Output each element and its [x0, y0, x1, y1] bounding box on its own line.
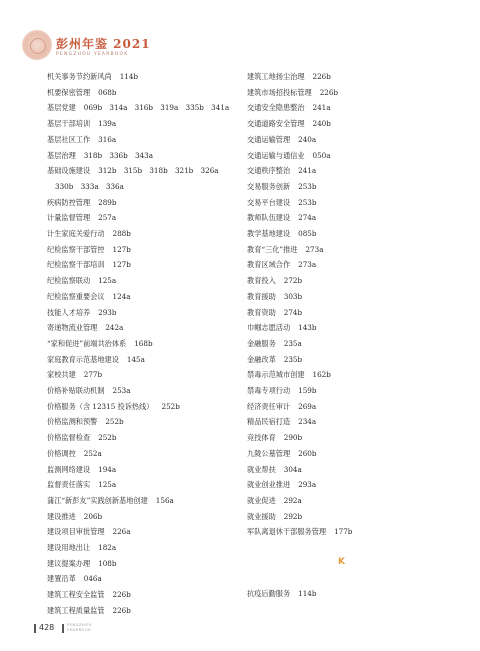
index-term: 教育区域合作: [247, 260, 291, 270]
index-pages: 124a: [112, 291, 131, 301]
index-entry: [47, 213, 116, 222]
index-term: 教学基地建设: [247, 229, 291, 238]
index-term: 交易平台建设: [247, 197, 291, 207]
index-pages: 125a: [98, 480, 117, 490]
index-term: 教育资助: [247, 307, 276, 317]
index-entry: [247, 433, 302, 442]
index-term: 交通安全隐患整治: [247, 103, 305, 113]
index-pages: 235b: [283, 354, 303, 364]
index-pages: 139a: [98, 119, 117, 129]
index-entry: [247, 323, 316, 332]
index-pages: 274a: [298, 213, 317, 223]
index-pages: 293a: [298, 480, 317, 490]
page-number: 428: [39, 623, 55, 632]
index-term: 基础设施建设: [47, 166, 91, 176]
index-term: 建筑市场招投标管理: [247, 87, 312, 97]
index-term: 就业帮扶: [247, 464, 276, 474]
index-term: 禁毒专项行动: [247, 386, 291, 395]
index-term: 蒲江“新彭友”实践创新基地创建: [47, 495, 148, 505]
index-entry: [47, 559, 116, 568]
index-entry: [47, 574, 102, 583]
index-entry: [47, 229, 131, 238]
index-term: 禁毒示范城市创建: [247, 370, 305, 380]
index-term: 就业援助: [247, 511, 276, 521]
index-pages: 143b: [298, 323, 317, 333]
index-entry: [47, 543, 116, 552]
index-pages: 226b: [112, 590, 131, 600]
index-entry: [247, 449, 316, 458]
index-term: 寄递物流业管理: [47, 323, 98, 333]
index-entry: [47, 527, 131, 536]
index-pages: 240b: [312, 119, 331, 129]
index-term: 价格补贴联动机制: [47, 386, 105, 395]
index-term: 建筑工程质量监管: [47, 605, 105, 615]
index-term: 金融改革: [247, 354, 276, 364]
index-entry: [247, 72, 331, 81]
footer-name: PENGZHOU: [67, 623, 92, 627]
index-pages: 114b: [119, 72, 139, 81]
index-entry: [47, 370, 102, 379]
index-pages: 316a: [98, 134, 117, 144]
index-pages: 050a: [312, 150, 331, 160]
index-pages: 206b: [83, 511, 103, 521]
index-entry: [247, 260, 316, 269]
page-footer: [34, 623, 234, 635]
index-pages: 330b 333a 336a: [55, 181, 124, 191]
index-entry: [247, 103, 331, 112]
index-entry: [47, 355, 145, 364]
index-entry: [247, 480, 316, 489]
index-entry: [47, 590, 131, 599]
index-pages: 293b: [98, 307, 117, 317]
index-term: 技能人才培养: [47, 307, 91, 317]
index-pages: 252b: [98, 433, 117, 443]
index-entry: [47, 292, 131, 301]
index-term: 建设项目审批管理: [47, 527, 105, 537]
index-term: 监测网络建设: [47, 464, 91, 474]
index-pages: 252a: [83, 448, 102, 458]
index-entry: [247, 135, 316, 144]
index-term: 建筑工地扬尘治理: [247, 72, 305, 81]
index-pages: 182a: [98, 543, 117, 552]
index-term: 监督责任落实: [47, 480, 91, 490]
index-pages: 226b: [312, 72, 331, 81]
index-term: 价格服务（含 12315 投诉热线）: [47, 401, 154, 411]
index-pages: 252b: [161, 401, 180, 411]
index-entry: [247, 355, 302, 364]
index-entry: [47, 103, 229, 112]
index-term: 教师队伍建设: [247, 213, 291, 223]
index-pages: 253b: [298, 197, 317, 207]
index-pages: 194a: [98, 464, 117, 474]
index-pages: 272b: [283, 276, 303, 286]
index-entry: [47, 433, 116, 442]
index-pages: 159b: [298, 386, 317, 395]
index-entry: [47, 323, 123, 332]
index-entry: [47, 606, 131, 615]
index-entry: [247, 182, 316, 191]
index-pages: 318b 336b 343a: [83, 150, 153, 160]
index-term: 基层社区工作: [47, 134, 91, 144]
index-pages: 162b: [312, 370, 331, 380]
index-entry: [47, 496, 174, 505]
index-term: 竞技体育: [247, 433, 276, 443]
index-entry: [47, 260, 131, 269]
index-entry: [47, 480, 116, 489]
index-pages: 046a: [83, 574, 102, 584]
yearbook-subtitle: PENGZHOU YEARBOOK: [56, 52, 129, 57]
index-term: 基层党建: [47, 103, 76, 113]
index-entry: [247, 198, 316, 207]
index-term: 交通运输与通信业: [247, 150, 305, 160]
index-pages: 127b: [112, 260, 131, 270]
index-pages: 226b: [112, 605, 131, 615]
index-pages: 234a: [298, 417, 317, 427]
index-term: 精品民宿打造: [247, 417, 291, 427]
index-pages: 242a: [105, 323, 124, 333]
index-pages: 253b: [298, 181, 317, 191]
index-term: 建设用地出让: [47, 543, 91, 552]
index-entry: [247, 589, 316, 598]
index-term: 家庭教育示范基地建设: [47, 354, 119, 364]
index-term: “家和促进”前端共治体系: [47, 338, 127, 348]
yearbook-logo: [22, 30, 52, 60]
index-entry: [47, 198, 116, 207]
index-pages: 290b: [283, 433, 303, 443]
index-pages: 114b: [298, 589, 317, 598]
index-entry: [47, 119, 116, 128]
index-term: 交通运输管理: [247, 134, 291, 144]
index-pages: 177b: [334, 527, 353, 537]
index-entry: [247, 151, 331, 160]
index-entry: [247, 245, 324, 254]
page-header: [22, 30, 222, 66]
index-pages: 156a: [155, 495, 174, 505]
footer-divider: [62, 624, 64, 633]
index-term: 价格监测和预警: [47, 417, 98, 427]
index-entry: [247, 402, 316, 411]
index-entry: [247, 386, 316, 395]
index-pages: 273a: [298, 260, 317, 270]
index-term: 交通秩序整治: [247, 166, 291, 176]
index-entry: [47, 182, 124, 191]
index-pages: 257a: [98, 213, 117, 223]
index-pages: 312b 315b 318b 321b 326a: [98, 166, 219, 176]
index-pages: 304a: [283, 464, 302, 474]
index-entry: [47, 72, 138, 81]
index-pages: 108b: [98, 558, 117, 568]
index-term: 军队离退休干部服务管理: [247, 527, 327, 537]
index-pages: 226a: [112, 527, 131, 537]
index-pages: 241a: [298, 166, 317, 176]
index-term: 计量监督管理: [47, 213, 91, 223]
index-pages: 069b 314a 316b 319a 335b 341a: [83, 103, 230, 113]
index-term: 纪检监察重要会议: [47, 291, 105, 301]
index-term: 建设推进: [47, 511, 76, 521]
index-pages: 125a: [98, 276, 117, 286]
index-term: 家校共建: [47, 370, 76, 380]
index-pages: 303b: [283, 291, 303, 301]
index-entry: [47, 339, 153, 348]
index-pages: 269a: [298, 401, 317, 411]
index-term: 基层干部培训: [47, 119, 91, 129]
index-entry: [47, 245, 131, 254]
index-pages: 085b: [298, 229, 317, 238]
index-pages: 273a: [305, 244, 324, 254]
index-term: 纪检监察干部管控: [47, 244, 105, 254]
index-entry: [247, 213, 316, 222]
index-term: 九陇公墓管理: [247, 448, 291, 458]
index-pages: 235a: [283, 338, 302, 348]
index-term: 计生家庭关爱行动: [47, 229, 105, 238]
index-entry: [247, 339, 302, 348]
index-term: 教育“三化”推进: [247, 244, 298, 254]
footer-divider: [34, 624, 36, 633]
index-entry: [47, 417, 124, 426]
index-term: 价格调控: [47, 448, 76, 458]
index-entry: [47, 276, 116, 285]
index-entry: [247, 496, 302, 505]
index-entry: [247, 276, 302, 285]
index-entry: [47, 151, 153, 160]
index-term: 建置沿革: [47, 574, 76, 584]
index-term: 建筑工程安全监管: [47, 590, 105, 600]
index-pages: 240a: [298, 134, 317, 144]
index-term: 教育投入: [247, 276, 276, 286]
index-term: 建议提案办理: [47, 558, 91, 568]
index-term: 巾帼志愿活动: [247, 323, 291, 333]
index-entry: [47, 308, 116, 317]
index-term: 抗疫后勤服务: [247, 589, 291, 598]
index-term: 经济责任审计: [247, 401, 291, 411]
index-term: 就业促进: [247, 495, 276, 505]
index-term: 价格监督检查: [47, 433, 91, 443]
index-term: 机要保密管理: [47, 87, 91, 97]
index-pages: 260b: [298, 448, 317, 458]
index-entry: [47, 465, 116, 474]
index-entry: [47, 512, 102, 521]
index-pages: 241a: [312, 103, 331, 113]
index-pages: 127b: [112, 244, 131, 254]
index-pages: 145a: [126, 354, 145, 364]
index-pages: 277b: [83, 370, 103, 380]
index-entry: [247, 465, 302, 474]
index-pages: 288b: [112, 229, 131, 238]
index-entry: [47, 166, 219, 175]
index-term: 疾病防控管理: [47, 197, 91, 207]
index-entry: [47, 386, 131, 395]
index-entry: [247, 417, 316, 426]
index-term: 交通道路安全管理: [247, 119, 305, 129]
index-pages: 274b: [283, 307, 303, 317]
index-term: 就业创业推进: [247, 480, 291, 490]
index-pages: 168b: [134, 338, 153, 348]
index-pages: 253a: [112, 386, 131, 395]
index-entry: [247, 527, 352, 536]
index-entry: [247, 88, 338, 97]
index-term: 纪检监察联动: [47, 276, 91, 286]
index-term: 交易服务创新: [247, 181, 291, 191]
index-pages: 252b: [105, 417, 124, 427]
index-pages: 289b: [98, 197, 117, 207]
index-pages: 068b: [98, 87, 117, 97]
index-term: 教育援助: [247, 291, 276, 301]
index-entry: [247, 370, 331, 379]
index-term: 基层治理: [47, 150, 76, 160]
footer-name: YEARBOOK: [67, 628, 92, 632]
index-entry: [247, 292, 302, 301]
section-letter: K: [338, 557, 345, 567]
index-entry: [247, 308, 302, 317]
index-entry: [247, 512, 302, 521]
index-entry: [47, 402, 180, 411]
index-entry: [247, 166, 316, 175]
index-entry: [47, 88, 116, 97]
index-entry: [247, 119, 331, 128]
index-term: 机关事务节约新风尚: [47, 72, 112, 81]
index-pages: 226b: [319, 87, 339, 97]
yearbook-title: 彭州年鉴 2021: [56, 37, 151, 51]
index-pages: 292a: [283, 495, 302, 505]
index-term: 纪检监察干部培训: [47, 260, 105, 270]
index-pages: 292b: [283, 511, 303, 521]
index-entry: [47, 449, 102, 458]
index-entry: [247, 229, 316, 238]
index-entry: [47, 135, 116, 144]
index-term: 金融服务: [247, 338, 276, 348]
